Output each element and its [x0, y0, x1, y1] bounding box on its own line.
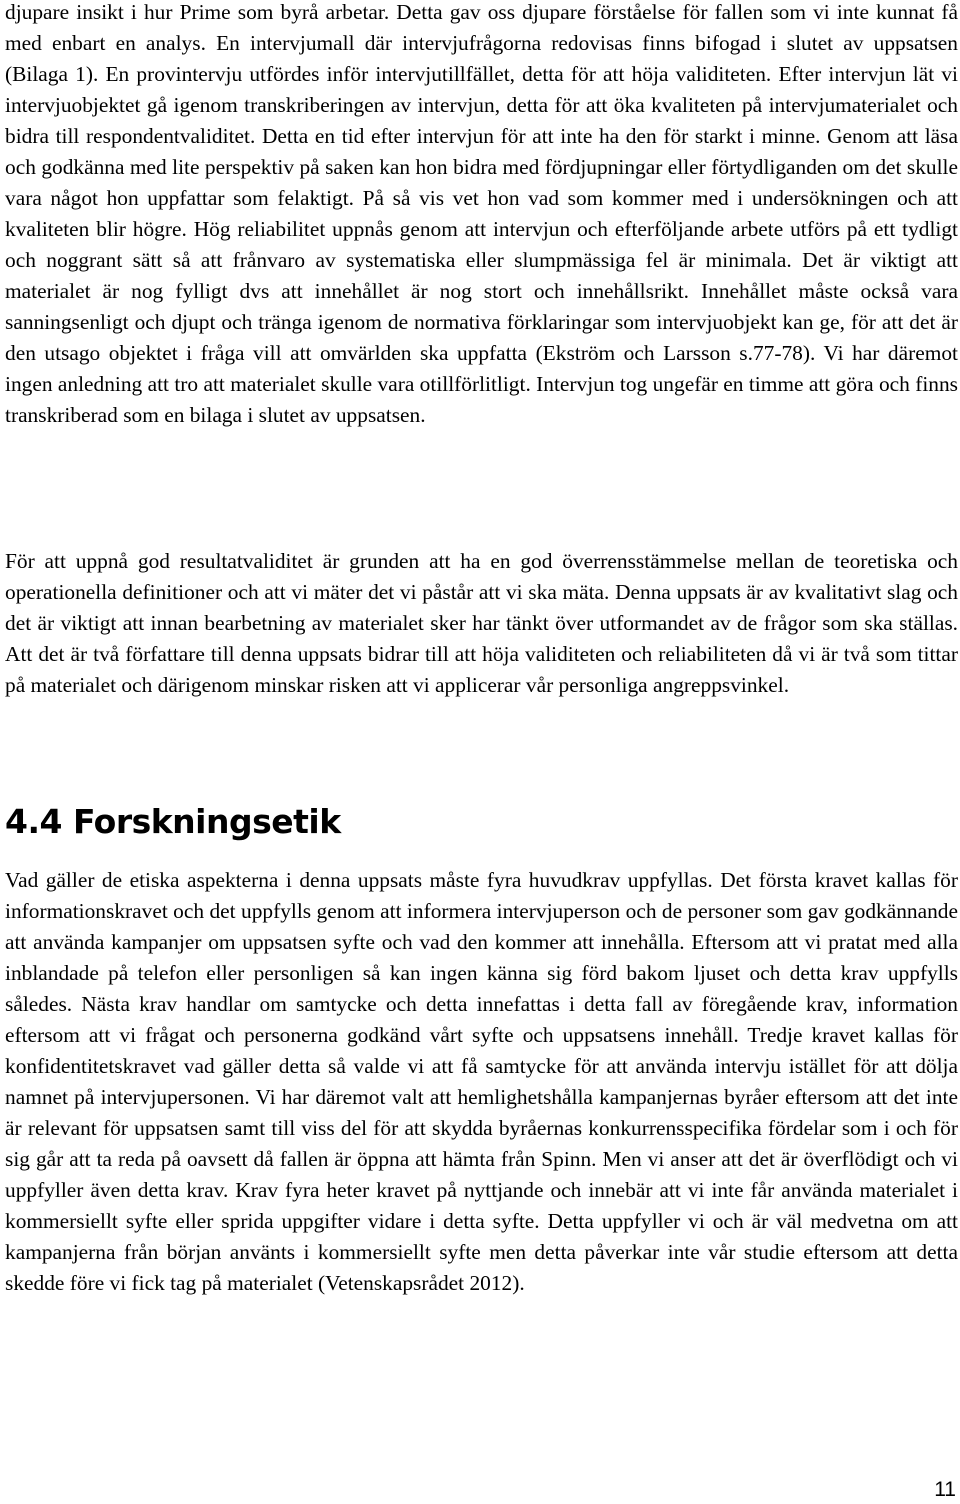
page-number: 11 [934, 1478, 956, 1501]
paragraph-validity: För att uppnå god resultatvaliditet är grunden att ha en god överrensstämmelse mellan de teoretiska och operationella definitioner och att vi mäter det vi påstår att vi ska mäta. Denna uppsats är av kvalitativt slag och det är viktigt att innan bearbetning av materialet sker har tänkt över utformandet av de frågor som ska ställas. Att det är två författare till denna uppsats bidrar till att höja validiteten och reliabiliteten då vi är två som tittar på materialet och därigenom minskar risken att vi applicerar vår personliga angreppsvinkel. [5, 549, 958, 697]
paragraph-research-ethics: Vad gäller de etiska aspekterna i denna uppsats måste fyra huvudkrav uppfyllas. Det första kravet kallas för informationskravet och det uppfylls genom att informera intervjuperson och de personer som gav godkännande att använda kampanjer om uppsatsen syfte och vad den kommer att innehålla. Eftersom att vi pratat med alla inblandade på telefon eller personligen så kan ingen känna sig förd bakom ljuset och detta krav uppfylls således. Nästa krav handlar om samtycke och detta innefattas i detta fall av föregående krav, information eftersom att vi frågat och personerna godkänd vårt syfte och uppsatsens innehåll. Tredje kravet kallas för konfidentitetskravet vad gäller detta så valde vi att få samtycke för att använda intervju istället för att dölja namnet på intervjupersonen. Vi har däremot valt att hemlighetshålla kampanjernas byråer eftersom att det inte är relevant för uppsatsen samt till viss del för att skydda byråernas konkurrensspecifika fördelar som i och för sig går att ta reda på oavsett då fallen är öppna att hämta från Spinn. Men vi anser att det är överflödigt och vi uppfyller även detta krav. Krav fyra heter kravet på nyttjande och innebär att vi inte får använda materialet i kommersiellt syfte eller sprida uppgifter vidare i detta syfte. Detta uppfyller vi och är väl medvetna om att kampanjerna från början använts i kommersiellt syfte men detta påverkar inte vår studie eftersom att detta skedde före vi fick tag på materialet (Vetenskapsrådet 2012). [5, 868, 958, 1295]
paragraph-interview-method: djupare insikt i hur Prime som byrå arbetar. Detta gav oss djupare förståelse för fallen som vi inte kunnat få med enbart en analys. En intervjumall där intervjufrågorna redovisas finns bifogad i slutet av uppsatsen (Bilaga 1). En provintervju utfördes inför intervjutillfället, detta för att höja validiteten. Efter intervjun lät vi intervjuobjektet gå igenom transkriberingen av intervjun, detta för att öka kvaliteten på intervjumaterialet och bidra till respondentvaliditet. Detta en tid efter intervjun för att inte ha den för starkt i minne. Genom att läsa och godkänna med lite perspektiv på saken kan hon bidra med fördjupningar eller förtydliganden om det skulle vara något hon uppfattar som felaktigt. På så vis vet hon vad som kommer med i undersökningen och att kvaliteten blir högre. Hög reliabilitet uppnås genom att intervjun och efterföljande arbete utförs på ett tydligt och noggrant sätt så att frånvaro av systematiska eller slumpmässiga fel är minimala. Det är viktigt att materialet är nog fylligt dvs att innehållet är nog stort och innehållsrikt. Innehållet måste också vara sanningsenligt och djupt och tränga igenom de normativa förklaringar som intervjuobjekt kan ge, för att det är den utsago objektet i fråga vill att omvärlden ska uppfatta (Ekström och Larsson s.77-78). Vi har däremot ingen anledning att tro att materialet skulle vara otillförlitligt. Intervjun tog ungefär en timme att göra och finns transkriberad som en bilaga i slutet av uppsatsen. [5, 0, 958, 427]
section-heading: 4.4 Forskningsetik [5, 802, 341, 841]
